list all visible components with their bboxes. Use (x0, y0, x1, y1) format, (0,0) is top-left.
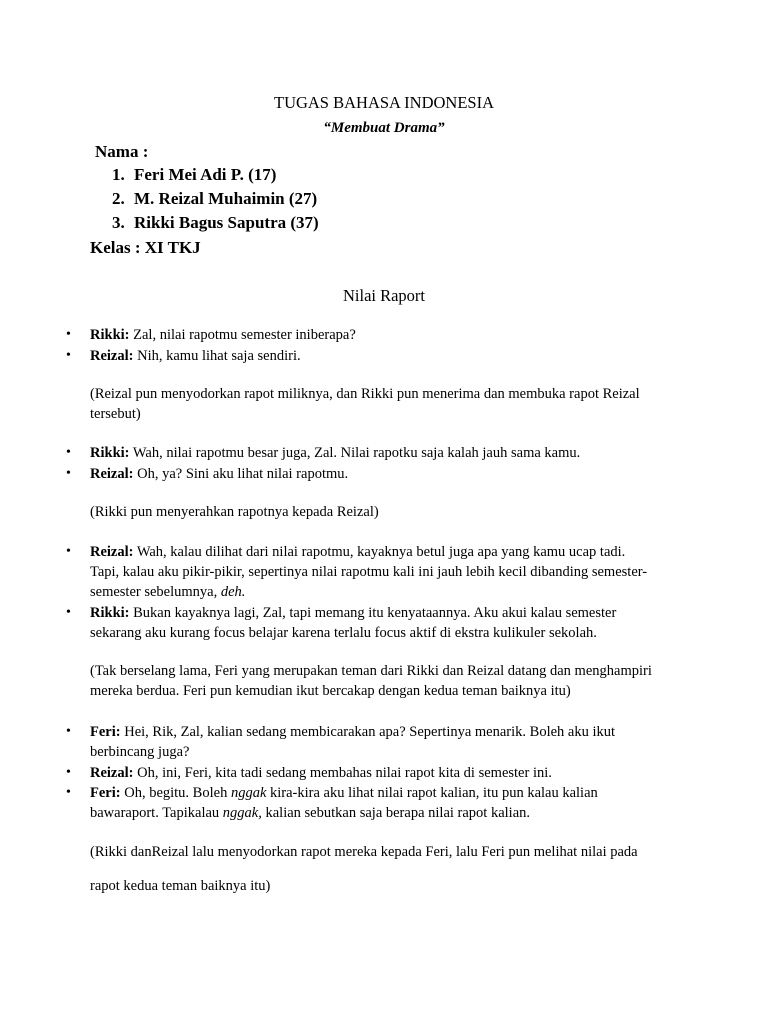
dialogue-line: berbincang juga? (90, 744, 190, 760)
member-number: 3. (112, 213, 125, 232)
drama-title: Nilai Raport (342, 286, 426, 305)
bullet: • (66, 327, 71, 342)
member-item (112, 213, 319, 233)
speaker-name: Reizal: (90, 765, 134, 781)
bullet: • (66, 785, 71, 800)
document-title: TUGAS BAHASA INDONESIA (273, 93, 494, 112)
nama-label: Nama : (95, 142, 149, 161)
member-name: Feri Mei Adi P. (17) (134, 165, 277, 184)
speaker-name: Rikki: (90, 605, 130, 621)
bullet: • (66, 348, 71, 363)
member-item (112, 189, 317, 209)
narration-line: (Rikki pun menyerahkan rapotnya kepada Reizal) (90, 504, 379, 520)
speaker-name: Feri: (90, 724, 121, 740)
member-name: Rikki Bagus Saputra (37) (134, 213, 319, 232)
member-number: 2. (112, 189, 125, 208)
dialogue-line: Feri: Hei, Rik, Zal, kalian sedang membicarakan apa? Sepertinya menarik. Boleh aku ikut (90, 724, 616, 740)
bullet: • (66, 445, 71, 460)
dialogue-line: Rikki: Zal, nilai rapotmu semester iniberapa? (90, 327, 356, 343)
narration-line: tersebut) (90, 406, 141, 422)
dialogue-line: sekarang aku kurang focus belajar karena terlalu focus aktif di ekstra kulikuler sekolah. (90, 625, 597, 641)
member-name: M. Reizal Muhaimin (27) (134, 189, 318, 208)
narration-line: rapot kedua teman baiknya itu) (90, 878, 271, 894)
dialogue-line: semester sebelumnya, deh. (90, 584, 246, 600)
bullet: • (66, 605, 71, 620)
speaker-name: Reizal: (90, 348, 134, 364)
bullet: • (66, 765, 71, 780)
dialogue-line: Rikki: Bukan kayaknya lagi, Zal, tapi memang itu kenyataannya. Aku akui kalau semester (90, 605, 617, 621)
speaker-name: Reizal: (90, 466, 134, 482)
narration-line: (Reizal pun menyodorkan rapot miliknya, dan Rikki pun menerima dan membuka rapot Reizal (90, 386, 640, 402)
document-subtitle: “Membuat Drama” (323, 120, 445, 136)
bullet: • (66, 724, 71, 739)
dialogue-line: Rikki: Wah, nilai rapotmu besar juga, Zal. Nilai rapotku saja kalah jauh sama kamu. (90, 445, 581, 461)
speaker-name: Rikki: (90, 445, 130, 461)
dialogue-line: Reizal: Wah, kalau dilihat dari nilai rapotmu, kayaknya betul juga apa yang kamu ucap tadi. (90, 544, 626, 560)
dialogue-line: Feri: Oh, begitu. Boleh nggak kira-kira aku lihat nilai rapot kalian, itu pun kalau kalian (90, 785, 598, 801)
narration-line: (Rikki danReizal lalu menyodorkan rapot mereka kepada Feri, lalu Feri pun melihat nilai pada (90, 844, 638, 860)
speaker-name: Reizal: (90, 544, 134, 560)
dialogue-line: Tapi, kalau aku pikir-pikir, sepertinya nilai rapotmu kali ini jauh lebih kecil dibanding semester- (90, 564, 648, 580)
member-item (112, 165, 276, 185)
narration-line: mereka berdua. Feri pun kemudian ikut bercakap dengan kedua teman baiknya itu) (90, 683, 571, 699)
member-number: 1. (112, 165, 125, 184)
speaker-name: Feri: (90, 785, 121, 801)
dialogue-line: Reizal: Nih, kamu lihat saja sendiri. (90, 348, 301, 364)
narration-line: (Tak berselang lama, Feri yang merupakan teman dari Rikki dan Reizal datang dan menghampiri (90, 663, 652, 679)
bullet: • (66, 466, 71, 481)
dialogue-line: Reizal: Oh, ini, Feri, kita tadi sedang membahas nilai rapot kita di semester ini. (90, 765, 552, 781)
speaker-name: Rikki: (90, 327, 130, 343)
dialogue-line: bawaraport. Tapikalau nggak, kalian sebutkan saja berapa nilai rapot kalian. (90, 805, 531, 821)
bullet: • (66, 544, 71, 559)
kelas-label: Kelas : XI TKJ (90, 238, 201, 257)
dialogue-line: Reizal: Oh, ya? Sini aku lihat nilai rapotmu. (90, 466, 349, 482)
